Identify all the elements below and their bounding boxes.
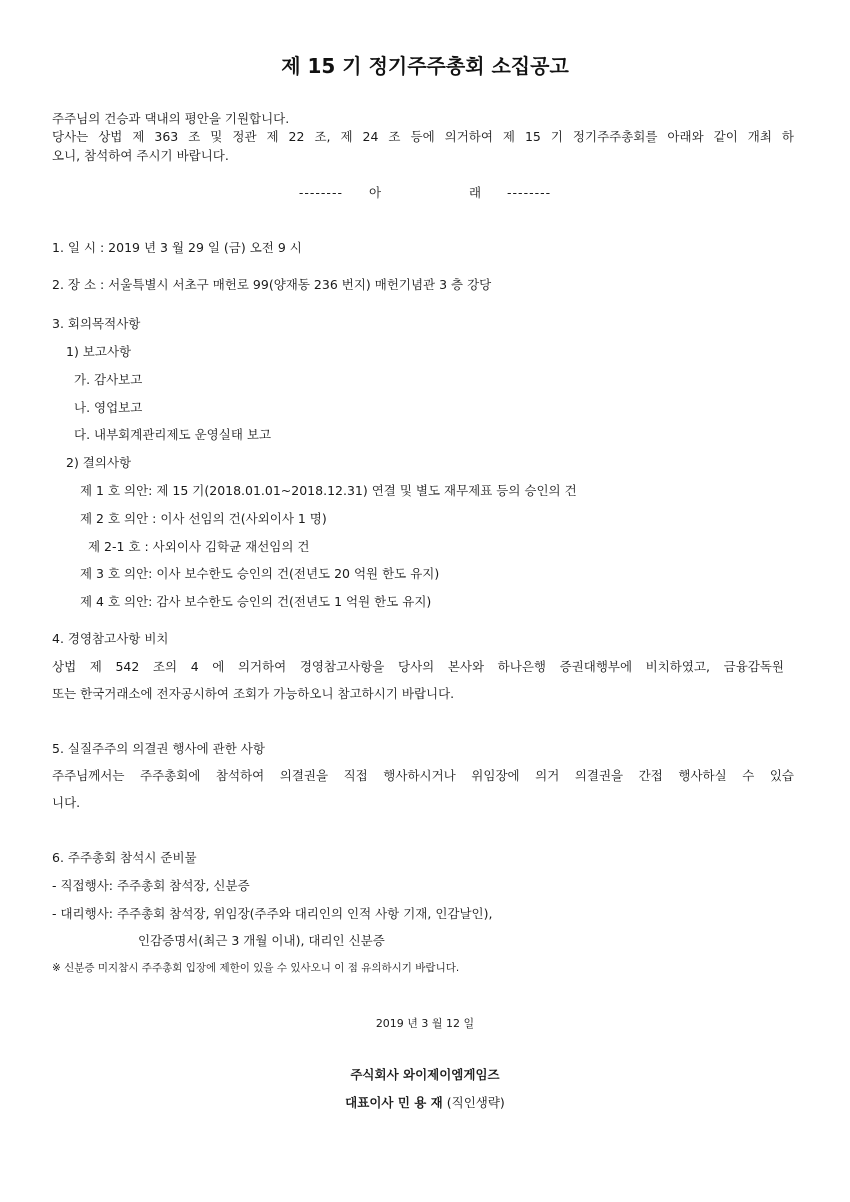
reference-line-2: 또는 한국거래소에 전자공시하여 조회가 가능하오니 참고하시기 바랍니다. (52, 686, 455, 701)
divider (0, 185, 850, 200)
resolution-item-3: 제 3 호 의안: 이사 보수한도 승인의 건(전년도 20 억원 한도 유지) (80, 566, 440, 581)
reference-heading: 4. 경영참고사항 비치 (52, 631, 169, 646)
prep-heading: 6. 주주총회 참석시 준비물 (52, 850, 197, 865)
voting-line-2: 니다. (52, 795, 81, 810)
reports-heading: 1) 보고사항 (66, 344, 132, 359)
id-note: ※ 신분증 미지참시 주주총회 입장에 제한이 있을 수 있사오니 이 점 유의하시기 바랍니다. (52, 962, 460, 974)
section-datetime: 1. 일 시 : 2019 년 3 월 29 일 (금) 오전 9 시 (52, 240, 302, 255)
report-item-business: 나. 영업보고 (74, 400, 143, 415)
divider-label-a: 아 (368, 185, 382, 200)
ceo-line (0, 1095, 850, 1110)
seal-note: (직인생략) (446, 1095, 505, 1110)
resolution-item-1: 제 1 호 의안: 제 15 기(2018.01.01~2018.12.31) 연결 및 별도 재무제표 등의 승인의 건 (80, 483, 577, 498)
reference-line-1: 상법 제 542 조의 4 에 의거하여 경영참고사항을 당사의 본사와 하나은행 증권대행부에 비치하였고, 금융감독원 (52, 659, 784, 674)
report-item-internal-control: 다. 내부회계관리제도 운영실태 보고 (74, 427, 272, 442)
resolution-item-2: 제 2 호 의안 : 이사 선임의 건(사외이사 1 명) (80, 511, 327, 526)
prep-proxy-cont: 인감증명서(최근 3 개월 이내), 대리인 신분증 (138, 933, 385, 948)
ceo-name: 대표이사 민 용 재 (345, 1095, 443, 1110)
report-item-audit: 가. 감사보고 (74, 372, 143, 387)
prep-proxy: - 대리행사: 주주총회 참석장, 위임장(주주와 대리인의 인적 사항 기재, 인감날인), (52, 906, 493, 921)
divider-dashes-left: -------- (298, 185, 343, 200)
notice-title: 제 15 기 정기주주총회 소집공고 (281, 54, 569, 78)
voting-heading: 5. 실질주주의 의결권 행사에 관한 사항 (52, 741, 265, 756)
resolution-item-4: 제 4 호 의안: 감사 보수한도 승인의 건(전년도 1 억원 한도 유지) (80, 594, 432, 609)
voting-line-1: 주주님께서는 주주총회에 참석하여 의결권을 직접 행사하시거나 위임장에 의거 의결권을 간접 행사하실 수 있습 (52, 768, 794, 783)
resolutions-heading: 2) 결의사항 (66, 455, 132, 470)
prep-direct: - 직접행사: 주주총회 참석장, 신분증 (52, 878, 250, 893)
divider-dashes-right: -------- (507, 185, 552, 200)
intro-line-1: 당사는 상법 제 363 조 및 정관 제 22 조, 제 24 조 등에 의거하여 제 15 기 정기주주총회를 아래와 같이 개최 하 (52, 129, 794, 144)
resolution-item-2-1: 제 2-1 호 : 사외이사 김학균 재선임의 건 (88, 539, 310, 554)
intro-line-2: 오니, 참석하여 주시기 바랍니다. (52, 148, 229, 163)
intro-greeting: 주주님의 건승과 댁내의 평안을 기원합니다. (52, 111, 290, 126)
section-venue: 2. 장 소 : 서울특별시 서초구 매헌로 99(양재동 236 번지) 매헌기념관 3 층 강당 (52, 277, 492, 292)
divider-label-b: 래 (468, 185, 482, 200)
company-name: 주식회사 와이제이엠게임즈 (350, 1067, 500, 1082)
notice-date: 2019 년 3 월 12 일 (375, 1017, 475, 1030)
section-agenda-heading: 3. 회의목적사항 (52, 316, 141, 331)
